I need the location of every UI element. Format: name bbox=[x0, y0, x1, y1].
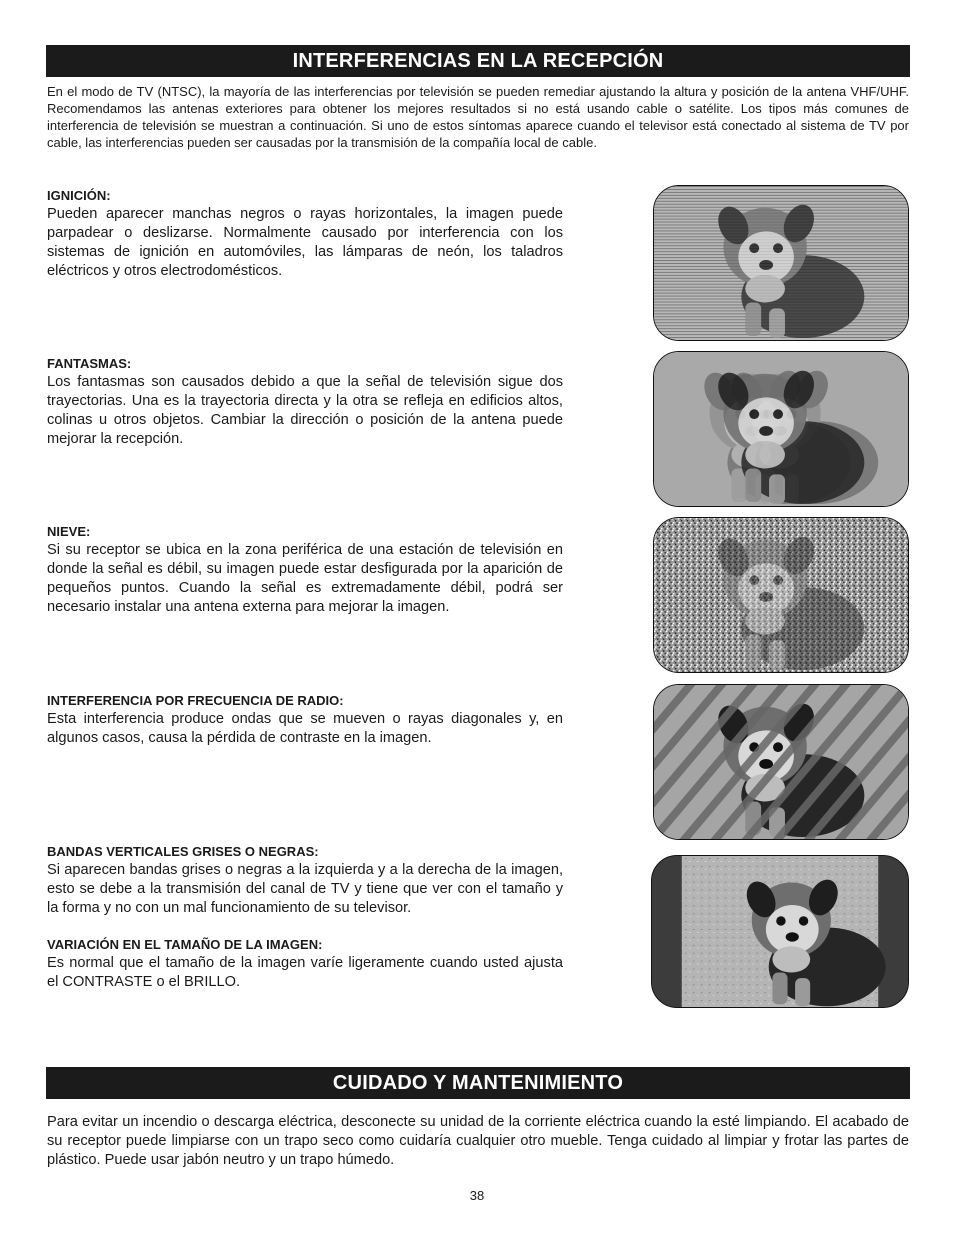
snow-image bbox=[653, 517, 909, 673]
section-heading: IGNICIÓN: bbox=[47, 188, 111, 203]
section-nieve bbox=[47, 522, 563, 617]
section-heading: NIEVE: bbox=[47, 524, 91, 539]
section-body: Es normal que el tamaño de la imagen varíe ligeramente cuando usted ajusta el CONTRASTE o el BRILLO. bbox=[47, 955, 563, 990]
section-body: Pueden aparecer manchas negros o rayas horizontales, la imagen puede parpadear o deslizarse. Normalmente causado por interferencia con los sistemas de ignición en automóviles, las lámparas de neón, los taladros eléctricos y otros electrodomésticos. bbox=[47, 206, 563, 279]
care-paragraph: Para evitar un incendio o descarga eléctrica, desconecte su unidad de la corriente eléctrica cuando la esté limpiando. El acabado de su receptor puede limpiarse con un trapo seco como cuidaría cualquier otro mueble. Tenga cuidado al limpiar y frotar las partes de plástico. Puede usar jabón neutro y un trapo húmedo. bbox=[47, 1114, 909, 1168]
page-number: 38 bbox=[469, 1188, 485, 1203]
section-frecuencia-radio bbox=[47, 691, 563, 748]
section-body: Si su receptor se ubica en la zona periférica de una estación de televisión en donde la señal es débil, su imagen puede estar desfigurada por la aparición de pequeños puntos. Cuando la señal es extremadamente débil, podrá ser necesario instalar una antena externa para mejorar la imagen. bbox=[47, 542, 563, 615]
radio-frequency-interference-image bbox=[653, 684, 909, 840]
section-heading: FANTASMAS: bbox=[47, 356, 132, 371]
section-bandas-verticales bbox=[47, 842, 563, 918]
ghosting-image bbox=[653, 351, 909, 507]
section-heading: BANDAS VERTICALES GRISES O NEGRAS: bbox=[47, 844, 319, 859]
section-heading: VARIACIÓN EN EL TAMAÑO DE LA IMAGEN: bbox=[47, 937, 323, 952]
section-title-cuidado: CUIDADO Y MANTENIMIENTO bbox=[46, 1067, 910, 1099]
section-body: Esta interferencia produce ondas que se mueven o rayas diagonales y, en algunos casos, causa la pérdida de contraste en la imagen. bbox=[47, 711, 563, 746]
section-ignicion bbox=[47, 186, 563, 281]
vertical-bands-image bbox=[651, 855, 909, 1008]
ignition-interference-image bbox=[653, 185, 909, 341]
section-title-interferencias: INTERFERENCIAS EN LA RECEPCIÓN bbox=[46, 45, 910, 77]
section-body: Si aparecen bandas grises o negras a la izquierda y a la derecha de la imagen, esto se debe a la transmisión del canal de TV y tiene que ver con el tamaño y la forma y no con un mal funcionamiento de su televisor. bbox=[47, 862, 563, 916]
section-variacion-tamano bbox=[47, 935, 563, 992]
intro-paragraph: En el modo de TV (NTSC), la mayoría de las interferencias por televisión se pueden remediar ajustando la altura y posición de la antena VHF/UHF. Recomendamos las antenas exteriores para obtener los mejores resultados si no está usando cable o satélite. Los tipos más comunes de interferencia de televisión se muestran a continuación. Si uno de estos síntomas aparece cuando el televisor está conectado al sistema de TV por cable, las interferencias pueden ser causadas por la transmisión de la compañía local de cable. bbox=[47, 84, 909, 150]
section-heading: INTERFERENCIA POR FRECUENCIA DE RADIO: bbox=[47, 693, 344, 708]
section-fantasmas bbox=[47, 354, 563, 449]
section-body: Los fantasmas son causados debido a que la señal de televisión sigue dos trayectorias. Una es la trayectoria directa y la otra se refleja en edificios altos, colinas u otros objetos. Cambiar la dirección o posición de la antena puede mejorar la recepción. bbox=[47, 374, 563, 447]
